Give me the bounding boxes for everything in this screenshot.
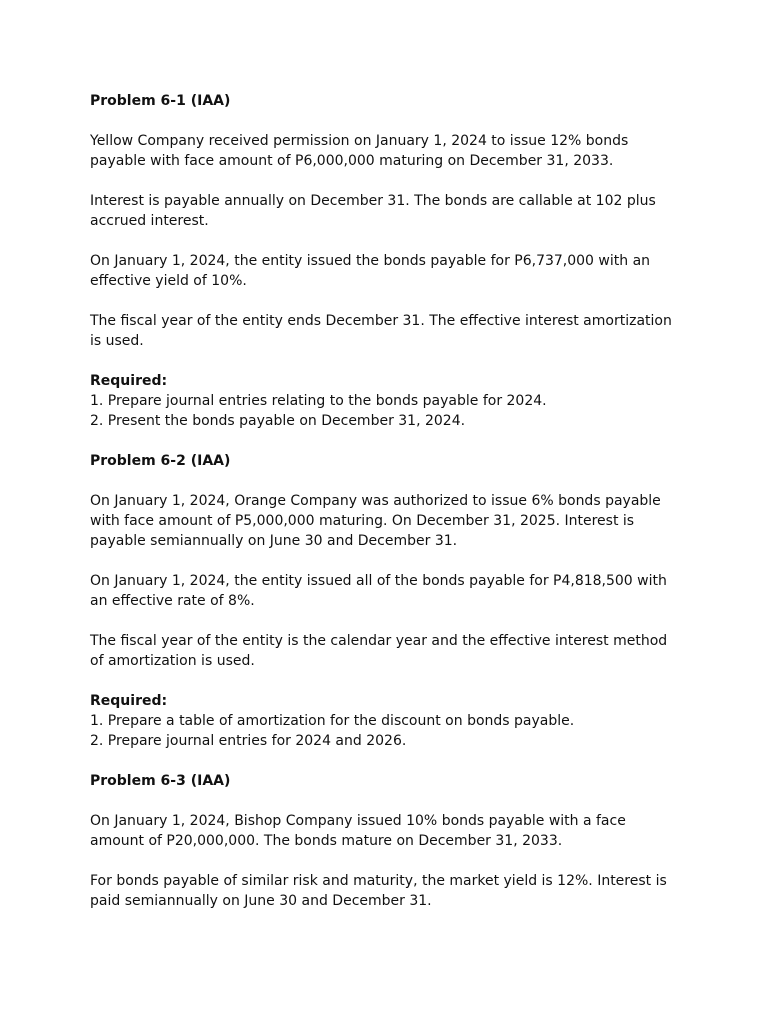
problem-6-3-title: Problem 6-3 (IAA) [90,773,231,789]
problem-6-2-required-item-2: 2. Prepare journal entries for 2024 and 2026. [90,733,407,749]
problem-6-1-title: Problem 6-1 (IAA) [90,93,231,109]
problem-6-3-paragraph-1: On January 1, 2024, Bishop Company issued 10% bonds payable with a face amount of P20,000,000. The bonds mature on December 31, 2033. [90,813,626,849]
problem-6-2-paragraph-2: On January 1, 2024, the entity issued all of the bonds payable for P4,818,500 with an effective rate of 8%. [90,573,667,609]
problem-6-3-paragraph-2: For bonds payable of similar risk and maturity, the market yield is 12%. Interest is paid semiannually on June 30 and December 31. [90,873,667,909]
problem-6-1-paragraph-2: Interest is payable annually on December 31. The bonds are callable at 102 plus accrued interest. [90,193,656,229]
problem-6-2-paragraph-1: On January 1, 2024, Orange Company was authorized to issue 6% bonds payable with face amount of P5,000,000 maturing. On December 31, 2025. Interest is payable semiannually on June 30 and December 31. [90,493,661,549]
problem-6-1-required-label: Required: [90,373,168,389]
problem-6-1-required [90,371,680,431]
document-page [90,91,680,931]
problem-6-1-paragraph-3: On January 1, 2024, the entity issued the bonds payable for P6,737,000 with an effective yield of 10%. [90,253,651,289]
problem-6-1-paragraph-1: Yellow Company received permission on January 1, 2024 to issue 12% bonds payable with face amount of P6,000,000 maturing on December 31, 2033. [90,133,629,169]
problem-6-2-required-label: Required: [90,693,168,709]
problem-6-2-required-item-1: 1. Prepare a table of amortization for the discount on bonds payable. [90,713,575,729]
problem-6-1-required-item-1: 1. Prepare journal entries relating to the bonds payable for 2024. [90,393,547,409]
problem-6-1-paragraph-4: The fiscal year of the entity ends December 31. The effective interest amortization is used. [90,313,672,349]
problem-6-2-required [90,691,680,751]
problem-6-1-required-item-2: 2. Present the bonds payable on December 31, 2024. [90,413,466,429]
problem-6-2-paragraph-3: The fiscal year of the entity is the calendar year and the effective interest method of amortization is used. [90,633,668,669]
problem-6-2-title: Problem 6-2 (IAA) [90,453,231,469]
